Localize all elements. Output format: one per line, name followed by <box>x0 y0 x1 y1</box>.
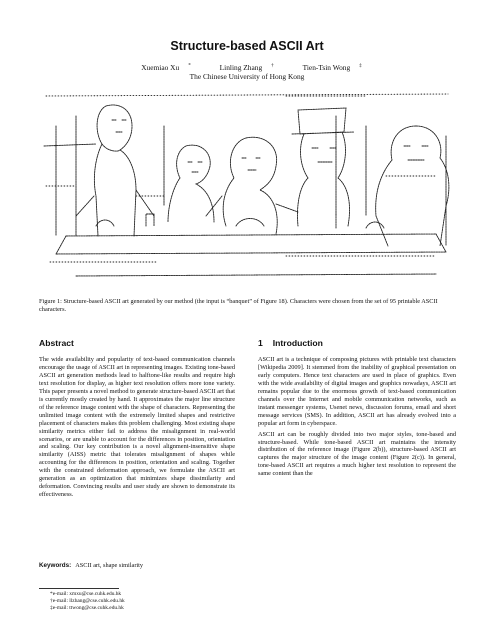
right-figure-outline <box>376 126 449 246</box>
introduction-heading <box>258 338 323 348</box>
section-number: 1 <box>258 338 263 348</box>
author-1: Xuemiao Xu * <box>141 63 191 73</box>
footnote-divider <box>39 588 119 589</box>
hat-figure-outline <box>292 108 354 226</box>
section-title: Introduction <box>272 338 323 348</box>
paper-title: Structure-based ASCII Art <box>170 39 324 53</box>
left-figure-outline <box>76 105 154 236</box>
figure-caption: Figure 1: Structure-based ASCII art generated by our method (the input is “banquet” of Figure 18). Characters were chosen from the set of 95 printable ASCII characters. <box>39 298 438 314</box>
ascii-art-figure <box>36 86 458 282</box>
footnote: *e-mail: xmxu@cse.cuhk.edu.hk <box>50 591 122 597</box>
footnote: ‡e-mail: ttwong@cse.cuhk.edu.hk <box>50 605 124 612</box>
author-3: Tien-Tsin Wong ‡ <box>302 63 362 73</box>
ascii-texture <box>46 94 448 262</box>
banquet-background-lines <box>44 116 446 246</box>
abstract-paragraph: The wide availability and popularity of text-based communication channels encourage the usage of ASCII art in representing images. Existing tone-based ASCII art generation methods lead to halftone-like results and require high text resolution for display, as higher text resolution offers more tone variety. This paper presents a novel method to generate structure-based ASCII art that is currently mostly created by hand. It approximates the major line structure of the reference image content with the shape of characters. Representing the unlimited image content with the extremely limited shapes and restrictive placement of characters makes this problem challenging. Most existing shape similarity metrics either fail to address the misalignment in real-world scenarios, or are unable to account for the differences in position, orientation and scaling. Our key contribution is a novel alignment-insensitive shape similarity (AISS) metric that tolerates misalignment of shapes while accounting for the differences in position, orientation and scaling. Together with the constrained deformation approach, we formulate the ASCII art generation as an optimization that minimizes shape dissimilarity and deformation. Convincing results and user study are shown to demonstrate its effectiveness. <box>39 356 235 499</box>
intro-paragraph: ASCII art can be roughly divided into two major styles, tone-based and structure-based. While tone-based ASCII art maintains the intensity distribution of the reference image (Figure 2(b)), structure-based ASCII art captures the major structure of the image content (Figure 2(c)). In general, tone-based ASCII art requires a much higher text resolution to represent the same content than the <box>258 430 456 478</box>
keywords-label: Keywords: <box>39 562 72 569</box>
footnote: †e-mail: llzhang@cse.cuhk.edu.hk <box>50 598 125 605</box>
center-left-figure-outline <box>168 145 214 222</box>
keywords <box>39 562 143 569</box>
abstract-heading: Abstract <box>39 338 74 348</box>
abstract-body <box>39 356 235 502</box>
footnotes <box>50 591 125 613</box>
affiliation: The Chinese University of Hong Kong <box>189 72 305 81</box>
introduction-body <box>258 356 456 481</box>
author-2: Linling Zhang † <box>219 63 274 73</box>
intro-paragraph: ASCII art is a technique of composing pictures with printable text characters [Wikipedia 2009]. It stemmed from the inability of graphical presentation on early computers. Hence text characters are used in place of graphics. Even with the wide availability of digital images and graphics nowadays, ASCII art remains popular due to the enormous growth of text-based communication channels over the Internet and mobile communication networks, such as instant messenger systems, Usenet news, discussion forums, email and short message services (SMS). In addition, ASCII art has already evolved into a popular art form in cyberspace. <box>258 356 456 427</box>
center-figure-outline <box>206 137 298 234</box>
keywords-text: ASCII art, shape similarity <box>75 562 144 569</box>
